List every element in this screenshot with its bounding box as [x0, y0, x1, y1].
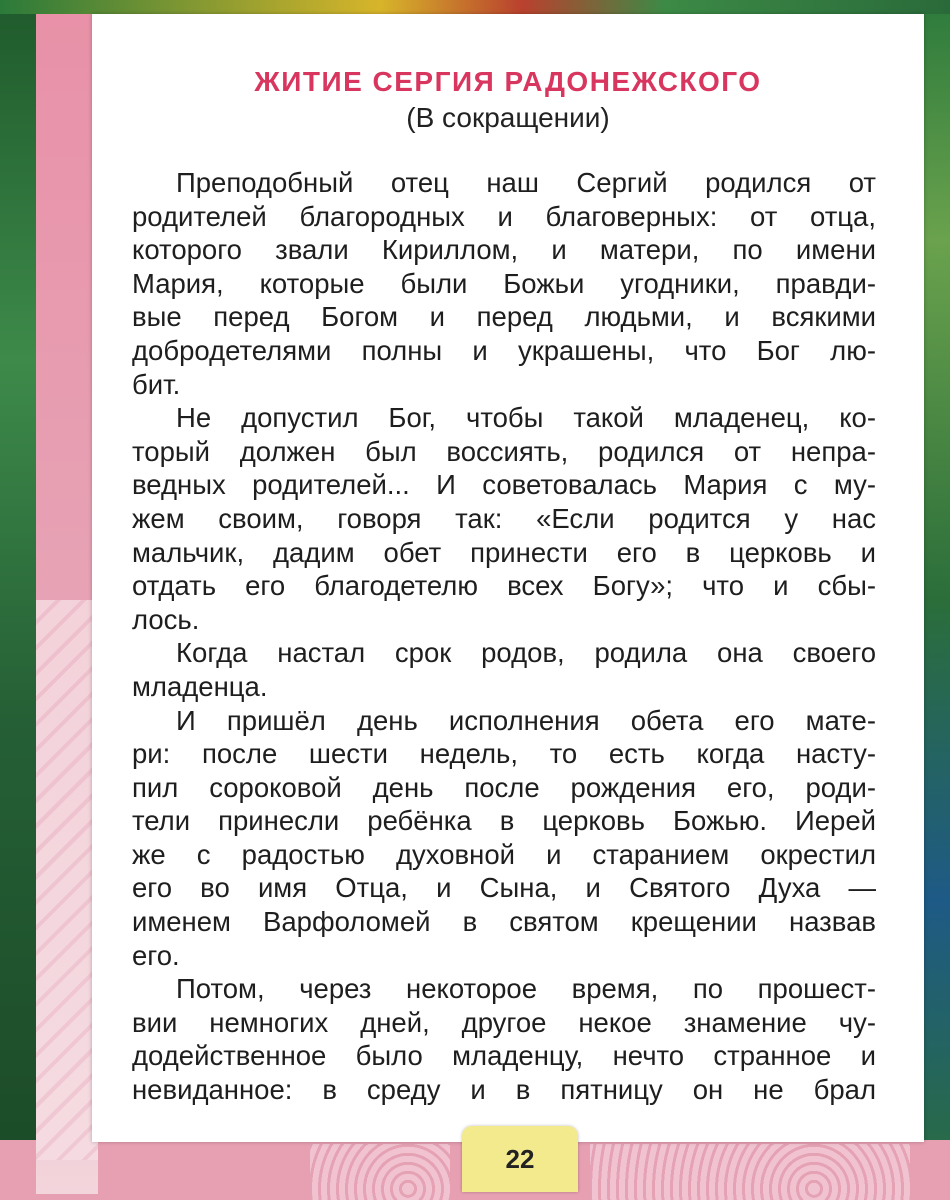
- text-line: вые перед Богом и перед людьми, и всякими: [132, 301, 876, 333]
- paragraph: [132, 401, 876, 636]
- left-ornament-pattern: [36, 600, 98, 1160]
- text-line: добродетелями полны и украшены, что Бог лю-: [132, 334, 876, 366]
- text-line: лось.: [132, 603, 200, 635]
- text-line: ведных родителей... И советовалась Мария с му-: [132, 469, 876, 501]
- paragraph: [132, 972, 876, 1106]
- page-number-tab: [462, 1126, 578, 1192]
- text-line: Потом, через некоторое время, по прошест-: [176, 973, 876, 1005]
- paragraph: [132, 636, 876, 703]
- text-line: жем своим, говоря так: «Если родится у нас: [132, 502, 876, 534]
- paragraph: [132, 704, 876, 973]
- text-line: младенца.: [132, 670, 268, 702]
- text-line: пил сороковой день после рождения его, роди-: [132, 771, 876, 803]
- text-line: которого звали Кириллом, и матери, по имени: [132, 234, 876, 266]
- text-line: именем Варфоломей в святом крещении назвав: [132, 906, 876, 938]
- background-illustration-top: [0, 0, 950, 14]
- text-line: вии немногих дней, другое некое знамение чу-: [132, 1006, 876, 1038]
- text-line: его.: [132, 939, 180, 971]
- text-line: бит.: [132, 368, 181, 400]
- text-body: [132, 166, 876, 1107]
- bottom-ornament-left: [310, 1144, 450, 1200]
- page-number: 22: [505, 1143, 535, 1174]
- text-line: Не допустил Бог, чтобы такой младенец, ко-: [176, 402, 876, 434]
- paragraph: [132, 166, 876, 401]
- text-line: ри: после шести недель, то есть когда насту-: [132, 738, 876, 770]
- bottom-ornament-right: [590, 1144, 910, 1200]
- text-line: невиданное: в среду и в пятницу он не брал: [132, 1074, 876, 1106]
- text-line: додейственное было младенцу, нечто странное и: [132, 1040, 876, 1072]
- text-line: Мария, которые были Божьи угодники, правди-: [132, 267, 876, 299]
- page-title: ЖИТИЕ СЕРГИЯ РАДОНЕЖСКОГО: [254, 66, 762, 97]
- book-page: [92, 14, 924, 1142]
- text-line: И пришёл день исполнения обета его мате-: [176, 704, 876, 736]
- text-line: родителей благородных и благоверных: от отца,: [132, 200, 876, 232]
- text-line: тели принесли ребёнка в церковь Божью. Иерей: [132, 805, 876, 837]
- background-foliage-left: [0, 0, 40, 1200]
- text-line: его во имя Отца, и Сына, и Святого Духа —: [132, 872, 876, 904]
- page-subtitle: (В сокращении): [406, 102, 610, 133]
- text-line: торый должен был воссиять, родился от непра-: [132, 435, 876, 467]
- text-line: Когда настал срок родов, родила она своего: [176, 637, 876, 669]
- text-line: же с радостью духовной и старанием окрестил: [132, 838, 876, 870]
- background-foliage-right: [920, 0, 950, 1200]
- text-line: Преподобный отец наш Сергий родился от: [176, 167, 876, 198]
- text-line: отдать его благодетелю всех Богу»; что и сбы-: [132, 570, 876, 602]
- text-line: мальчик, дадим обет принести его в церковь и: [132, 536, 876, 568]
